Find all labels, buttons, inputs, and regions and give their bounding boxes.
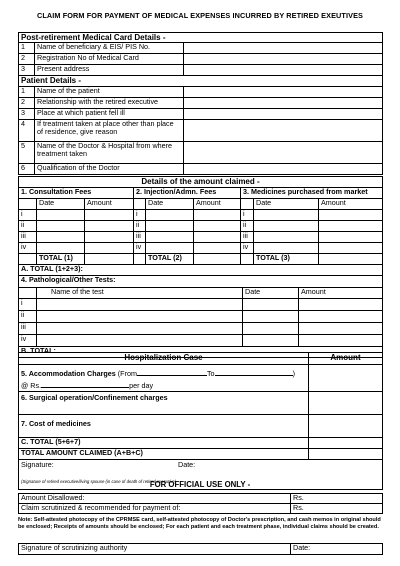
patient-row xyxy=(19,164,383,175)
test-name-cell[interactable] xyxy=(37,310,243,322)
date-cell[interactable] xyxy=(243,310,299,322)
row-number: 4 xyxy=(19,120,35,142)
date-cell[interactable] xyxy=(243,298,299,310)
field-label: If treatment taken at place other than place of residence, give reason xyxy=(35,120,184,142)
total-3-value[interactable] xyxy=(319,254,383,265)
roman-index: iii xyxy=(241,232,254,243)
amount-claimed-section xyxy=(18,176,382,358)
doctor-hospital-field[interactable] xyxy=(184,142,383,164)
rate-label: @ Rs. xyxy=(21,380,42,390)
total-1-label: TOTAL (1) xyxy=(37,254,85,265)
place-fell-ill-field[interactable] xyxy=(184,109,383,120)
scrutinizing-authority-table xyxy=(18,543,383,555)
roman-index: iv xyxy=(241,243,254,254)
amount-cell[interactable] xyxy=(299,334,383,346)
test-entry-row xyxy=(19,322,383,334)
medicines-cost-amount-cell[interactable] xyxy=(309,415,383,438)
field-label: Registration No of Medical Card xyxy=(35,54,184,65)
signature-note: (Signature of retired executive/living spouse (in case of death of retired executive) xyxy=(21,479,177,485)
amount-column-header: Amount xyxy=(194,199,241,210)
official-use-table xyxy=(18,493,383,514)
patient-row xyxy=(19,142,383,164)
scrutinized-rs-field[interactable]: Rs. xyxy=(291,504,383,514)
pathology-heading: 4. Pathological/Other Tests: xyxy=(19,276,383,287)
from-date-field[interactable] xyxy=(137,369,207,376)
grand-total-label: TOTAL AMOUNT CLAIMED (A+B+C) xyxy=(19,449,309,460)
roman-index: ii xyxy=(19,310,37,322)
total-c-amount-cell[interactable] xyxy=(309,438,383,449)
date-column-header: Date xyxy=(146,199,194,210)
date-cell[interactable] xyxy=(146,221,194,232)
total-1-value[interactable] xyxy=(85,254,134,265)
amount-cell[interactable] xyxy=(85,221,134,232)
field-label: Present address xyxy=(35,65,184,76)
amount-cell[interactable] xyxy=(299,322,383,334)
fee-entry-row xyxy=(19,210,383,221)
date-cell[interactable] xyxy=(254,221,319,232)
relationship-field[interactable] xyxy=(184,98,383,109)
total-2-label: TOTAL (2) xyxy=(146,254,194,265)
amount-cell[interactable] xyxy=(194,210,241,221)
roman-index: ii xyxy=(19,221,37,232)
roman-index: i xyxy=(134,210,146,221)
medical-card-heading: Post-retirement Medical Card Details - xyxy=(19,33,383,43)
patient-details-heading: Patient Details - xyxy=(19,76,383,87)
amount-cell[interactable] xyxy=(319,243,383,254)
test-entry-row xyxy=(19,298,383,310)
amount-cell[interactable] xyxy=(319,210,383,221)
field-label: Name of the patient xyxy=(35,87,184,98)
fee-entry-row xyxy=(19,221,383,232)
hospitalization-amount-header: Amount xyxy=(309,353,383,365)
amount-column-header: Amount xyxy=(299,287,383,298)
row-number: 6 xyxy=(19,164,35,175)
field-label: Name of beneficiary & EIS/ PIS No. xyxy=(35,43,184,54)
total-a-label: A. TOTAL (1+2+3): xyxy=(19,265,383,276)
test-entry-row xyxy=(19,334,383,346)
amount-cell[interactable] xyxy=(194,221,241,232)
date-cell[interactable] xyxy=(37,243,85,254)
fee-entry-row xyxy=(19,243,383,254)
per-day-label: per day xyxy=(129,380,154,390)
signature-date-label: Date: xyxy=(178,460,196,470)
amount-cell[interactable] xyxy=(299,298,383,310)
row-number: 3 xyxy=(19,109,35,120)
scrutinizing-signature-label: Signature of scrutinizing authority xyxy=(19,544,291,555)
date-cell[interactable] xyxy=(37,221,85,232)
patient-row xyxy=(19,109,383,120)
disallowed-rs-field[interactable]: Rs. xyxy=(291,494,383,504)
test-name-header: Name of the test xyxy=(37,287,243,298)
present-address-field[interactable] xyxy=(184,65,383,76)
roman-index: ii xyxy=(241,221,254,232)
date-cell[interactable] xyxy=(254,210,319,221)
row-number: 5 xyxy=(19,142,35,164)
from-label: (From xyxy=(115,369,137,378)
doctor-qualification-field[interactable] xyxy=(184,164,383,175)
date-cell[interactable] xyxy=(37,232,85,243)
roman-index: ii xyxy=(134,221,146,232)
surgical-amount-cell[interactable] xyxy=(309,392,383,415)
roman-index: iv xyxy=(19,334,37,346)
treatment-reason-field[interactable] xyxy=(184,120,383,142)
amount-cell[interactable] xyxy=(299,310,383,322)
amount-column-header: Amount xyxy=(319,199,383,210)
row-number: 1 xyxy=(19,87,35,98)
patient-name-field[interactable] xyxy=(184,87,383,98)
roman-index: i xyxy=(241,210,254,221)
test-name-cell[interactable] xyxy=(37,334,243,346)
total-c-label: C. TOTAL (5+6+7) xyxy=(19,438,309,449)
accommodation-label: 5. Accommodation Charges xyxy=(21,369,116,378)
claim-scrutinized-label: Claim scrutinized & recommended for payment of: xyxy=(19,504,291,514)
amount-disallowed-label: Amount Disallowed: xyxy=(19,494,291,504)
date-cell[interactable] xyxy=(243,322,299,334)
test-entry-row xyxy=(19,310,383,322)
to-date-field[interactable] xyxy=(215,369,293,376)
medical-card-row xyxy=(19,54,383,65)
field-label: Qualification of the Doctor xyxy=(35,164,184,175)
beneficiary-details-table xyxy=(18,32,383,175)
total-2-value[interactable] xyxy=(194,254,241,265)
date-cell[interactable] xyxy=(254,243,319,254)
date-column-header: Date xyxy=(37,199,85,210)
date-cell[interactable] xyxy=(37,210,85,221)
patient-row xyxy=(19,120,383,142)
medical-card-number-field[interactable] xyxy=(184,54,383,65)
consultation-fees-header: 1. Consultation Fees xyxy=(19,188,134,199)
test-name-cell[interactable] xyxy=(37,322,243,334)
roman-index: i xyxy=(19,210,37,221)
hospitalization-heading: Hospitalization Case xyxy=(19,353,309,365)
rate-field[interactable] xyxy=(41,381,129,388)
roman-index: iii xyxy=(134,232,146,243)
official-use-section xyxy=(18,481,382,514)
date-cell[interactable] xyxy=(243,334,299,346)
medicines-header: 3. Medicines purchased from market xyxy=(241,188,383,199)
close-paren: ) xyxy=(292,369,295,378)
roman-index: iv xyxy=(19,243,37,254)
patient-row xyxy=(19,98,383,109)
grand-total-amount-cell[interactable] xyxy=(309,449,383,460)
field-label: Relationship with the retired executive xyxy=(35,98,184,109)
date-cell[interactable] xyxy=(254,232,319,243)
total-b-label: B. TOTAL: xyxy=(19,346,383,357)
date-cell[interactable] xyxy=(146,232,194,243)
hospitalization-table xyxy=(18,352,383,490)
date-column-header: Date xyxy=(243,287,299,298)
signature-label: Signature: xyxy=(21,460,54,470)
row-number: 1 xyxy=(19,43,35,54)
roman-index: iii xyxy=(19,322,37,334)
beneficiary-name-field[interactable] xyxy=(184,43,383,54)
row-number: 3 xyxy=(19,65,35,76)
enclosure-note: Note: Self-attested photocopy of the CPRMSE card, self-attested photocopy of Doctor's prescription, and cash memos in original should be enclosed; Receipts of amounts should be enclosed; For each patient and each treatment phase, individual claims should be created. xyxy=(18,517,381,531)
amount-cell[interactable] xyxy=(194,243,241,254)
amount-cell[interactable] xyxy=(85,243,134,254)
medical-card-row xyxy=(19,43,383,54)
amount-claimed-heading: Details of the amount claimed - xyxy=(19,177,383,188)
scrutinizing-date-field[interactable]: Date: xyxy=(291,544,383,555)
official-use-heading: FOR OFFICIAL USE ONLY - xyxy=(149,480,251,489)
amount-cell[interactable] xyxy=(194,232,241,243)
pathology-table xyxy=(18,276,383,358)
field-label: Place at which patient fell ill xyxy=(35,109,184,120)
row-number: 2 xyxy=(19,98,35,109)
total-3-label: TOTAL (3) xyxy=(254,254,319,265)
medicines-cost-label: 7. Cost of medicines xyxy=(19,415,309,438)
amount-cell[interactable] xyxy=(319,221,383,232)
medical-card-row xyxy=(19,65,383,76)
test-name-cell[interactable] xyxy=(37,298,243,310)
amount-claimed-table xyxy=(18,176,383,276)
amount-cell[interactable] xyxy=(85,210,134,221)
fee-entry-row xyxy=(19,232,383,243)
field-label: Name of the Doctor & Hospital from where treatment taken xyxy=(35,142,184,164)
amount-column-header: Amount xyxy=(85,199,134,210)
date-column-header: Date xyxy=(254,199,319,210)
scrutinizing-authority-section xyxy=(18,543,382,555)
amount-cell[interactable] xyxy=(319,232,383,243)
row-number: 2 xyxy=(19,54,35,65)
accommodation-row xyxy=(19,365,309,392)
amount-cell[interactable] xyxy=(85,232,134,243)
hospitalization-section xyxy=(18,352,382,490)
surgical-label: 6. Surgical operation/Confinement charges xyxy=(19,392,309,415)
roman-index: iv xyxy=(134,243,146,254)
roman-index: iii xyxy=(19,232,37,243)
patient-row xyxy=(19,87,383,98)
date-cell[interactable] xyxy=(146,210,194,221)
to-label: To xyxy=(206,369,215,378)
beneficiary-details-section xyxy=(18,32,382,175)
date-cell[interactable] xyxy=(146,243,194,254)
roman-index: i xyxy=(19,298,37,310)
accommodation-amount-cell[interactable] xyxy=(309,365,383,392)
form-title: CLAIM FORM FOR PAYMENT OF MEDICAL EXPENSES INCURRED BY RETIRED EXEUTIVES xyxy=(37,11,363,20)
injection-fees-header: 2. Injection/Admn. Fees xyxy=(134,188,241,199)
